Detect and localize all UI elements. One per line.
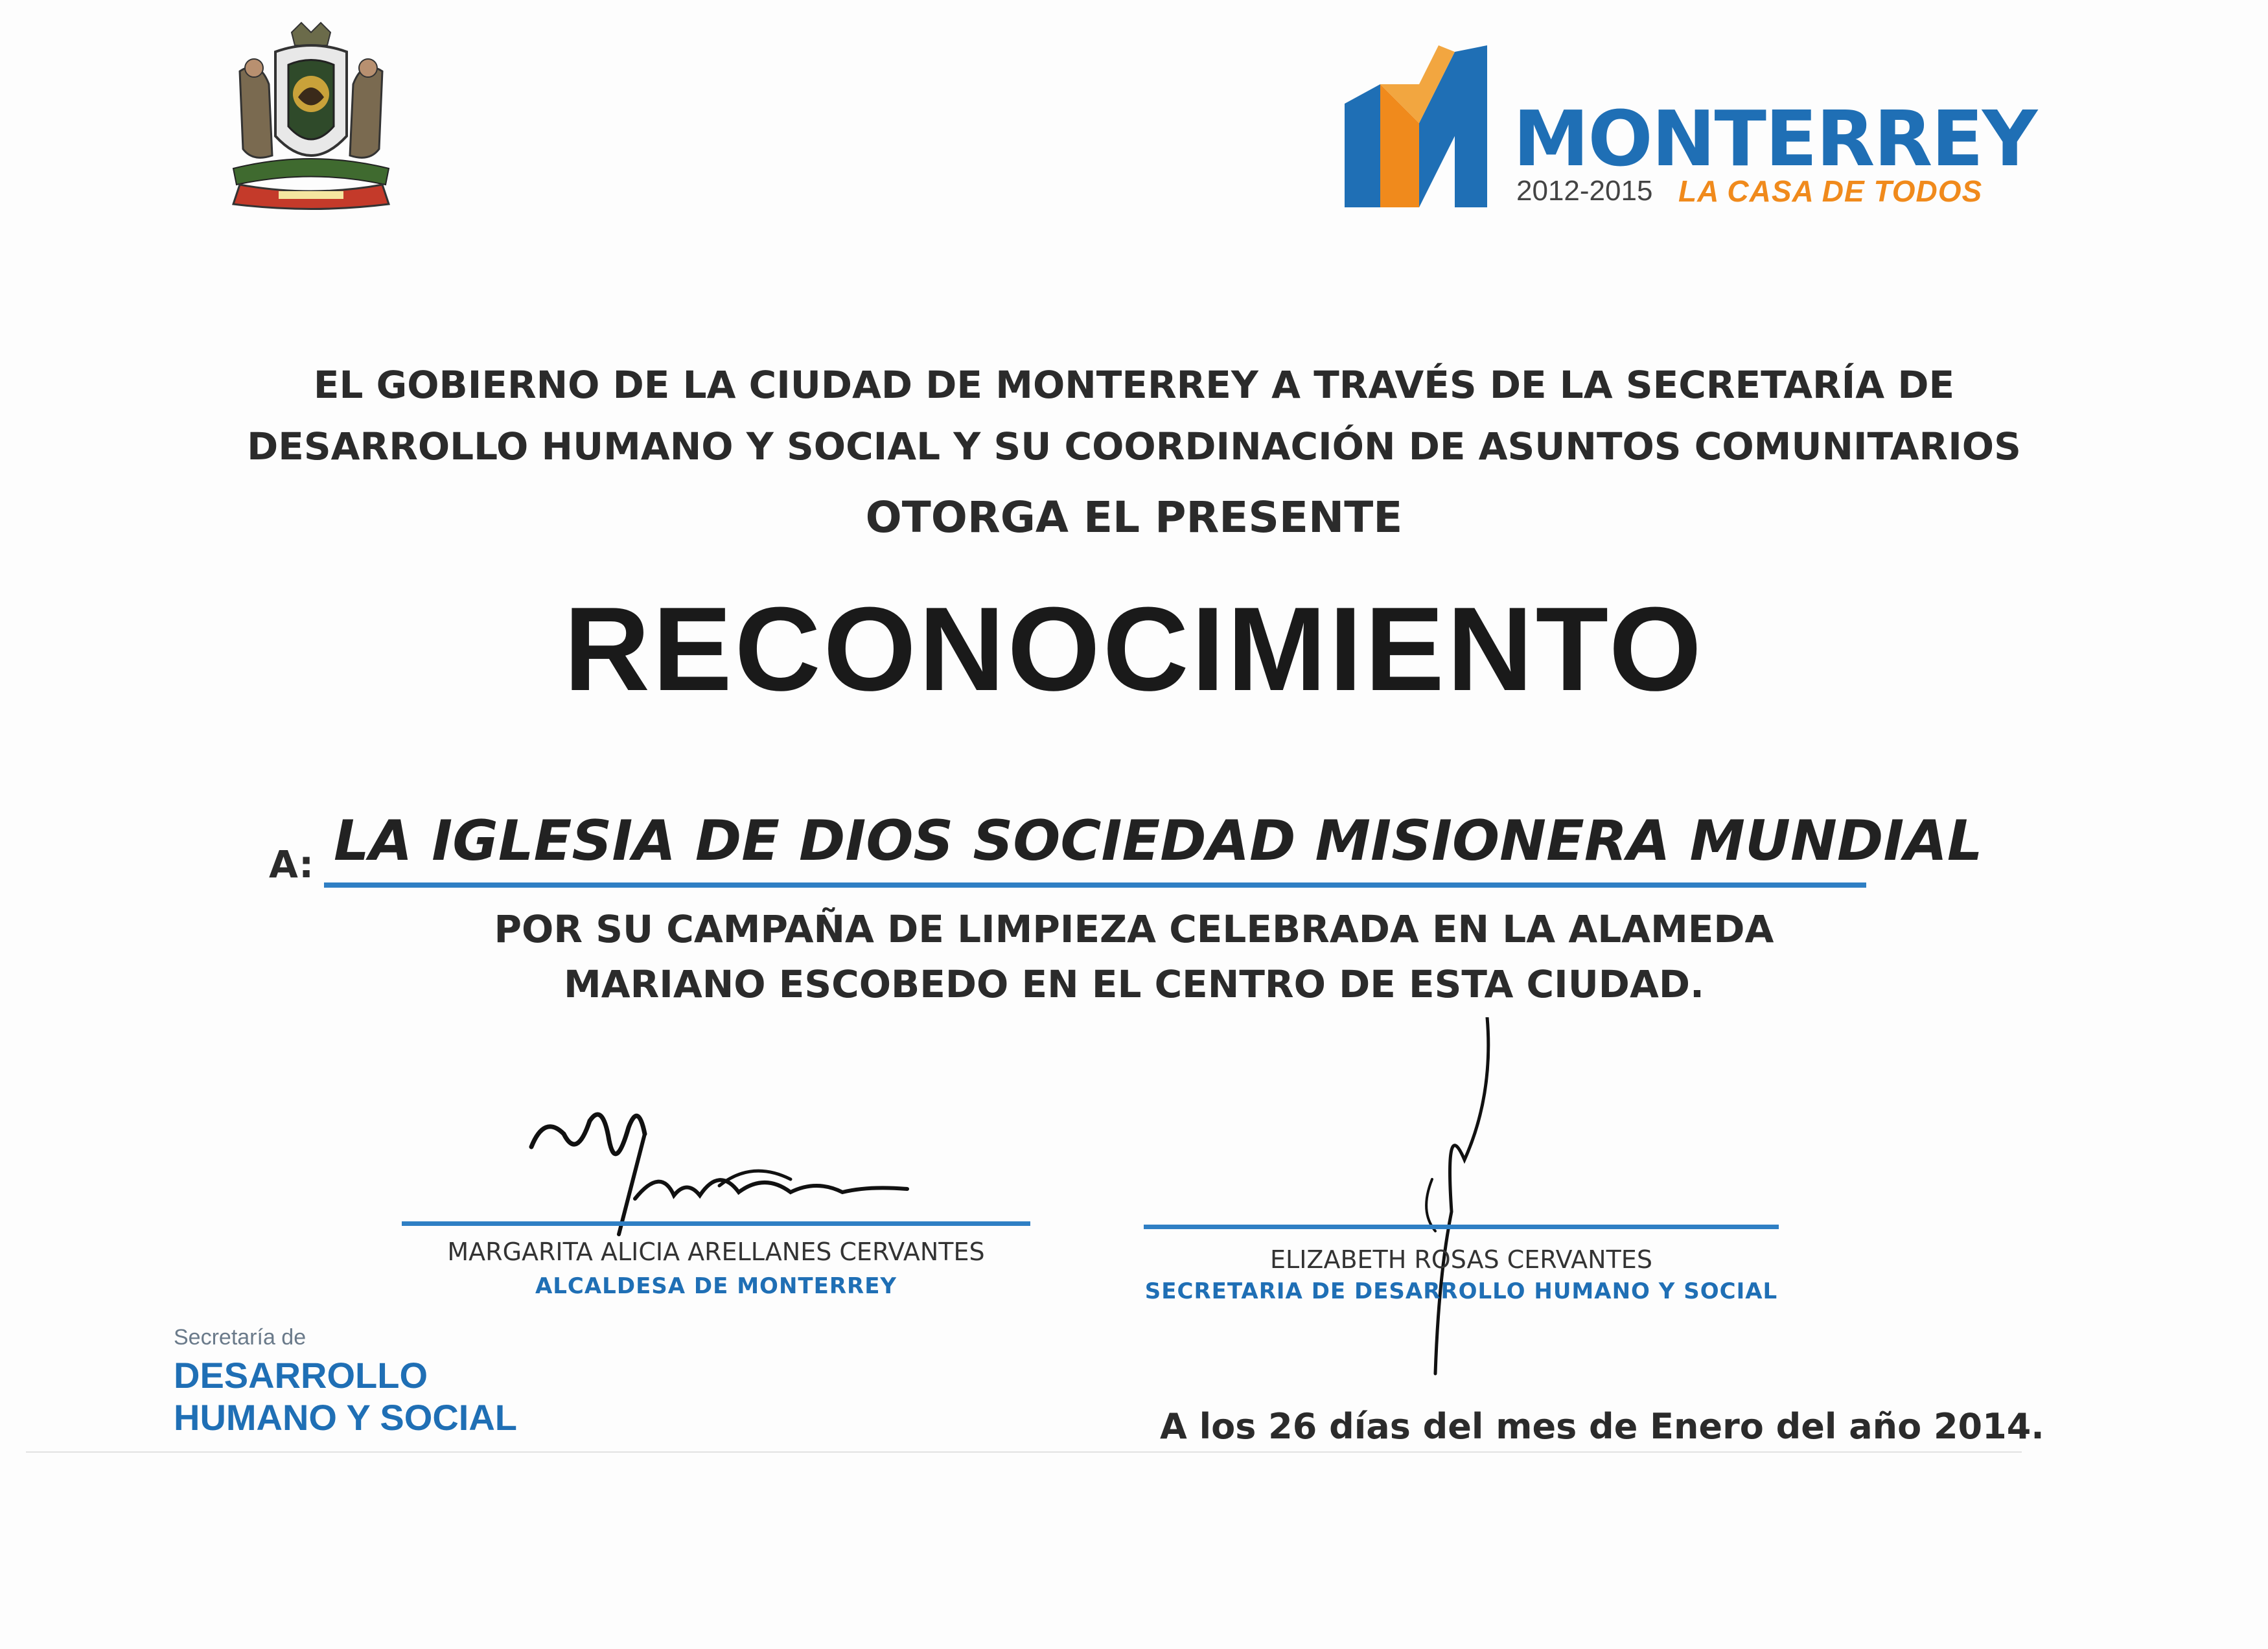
logo-years: 2012-2015 (1516, 175, 1653, 207)
department-label-line-2: HUMANO Y SOCIAL (174, 1397, 517, 1438)
recipient-name: LA IGLESIA DE DIOS SOCIEDAD MISIONERA MUNDIAL (334, 809, 1983, 873)
recipient-underline (324, 882, 1866, 888)
issue-date: A los 26 días del mes de Enero del año 2014. (1160, 1406, 2044, 1447)
reason-line-1: POR SU CAMPAÑA DE LIMPIEZA CELEBRADA EN LA ALAMEDA (494, 907, 1774, 951)
signatory-1-role: ALCALDESA DE MONTERREY (535, 1273, 897, 1299)
signature-line-1 (402, 1221, 1030, 1226)
recipient-label: A: (269, 842, 314, 886)
bottom-divider (26, 1451, 2022, 1453)
intro-line-2: DESARROLLO HUMANO Y SOCIAL Y SU COORDINACIÓN DE ASUNTOS COMUNITARIOS (247, 424, 2021, 468)
intro-line-3: OTORGA EL PRESENTE (865, 492, 1403, 542)
signature-2 (1374, 1017, 1503, 1380)
department-label-small: Secretaría de (174, 1325, 307, 1350)
signature-1 (505, 1089, 959, 1238)
signatory-2-role: SECRETARIA DE DESARROLLO HUMANO Y SOCIAL (1144, 1278, 1778, 1304)
signatory-2-name: ELIZABETH ROSAS CERVANTES (1270, 1245, 1652, 1274)
certificate-title: RECONOCIMIENTO (564, 582, 1704, 715)
intro-line-1: EL GOBIERNO DE LA CIUDAD DE MONTERREY A TRAVÉS DE LA SECRETARÍA DE (313, 363, 1955, 407)
reason-line-2: MARIANO ESCOBEDO EN EL CENTRO DE ESTA CIUDAD. (563, 962, 1705, 1006)
signatory-1-name: MARGARITA ALICIA ARELLANES CERVANTES (447, 1238, 985, 1266)
monterrey-logo (1341, 45, 2067, 214)
monterrey-m-icon (1341, 45, 1490, 207)
department-label-line-1: DESARROLLO (174, 1355, 428, 1396)
logo-slogan: LA CASA DE TODOS (1678, 174, 1983, 208)
monterrey-wordmark: MONTERREY (1513, 94, 2037, 183)
coat-of-arms-icon (214, 19, 408, 214)
signature-line-2 (1144, 1225, 1779, 1229)
